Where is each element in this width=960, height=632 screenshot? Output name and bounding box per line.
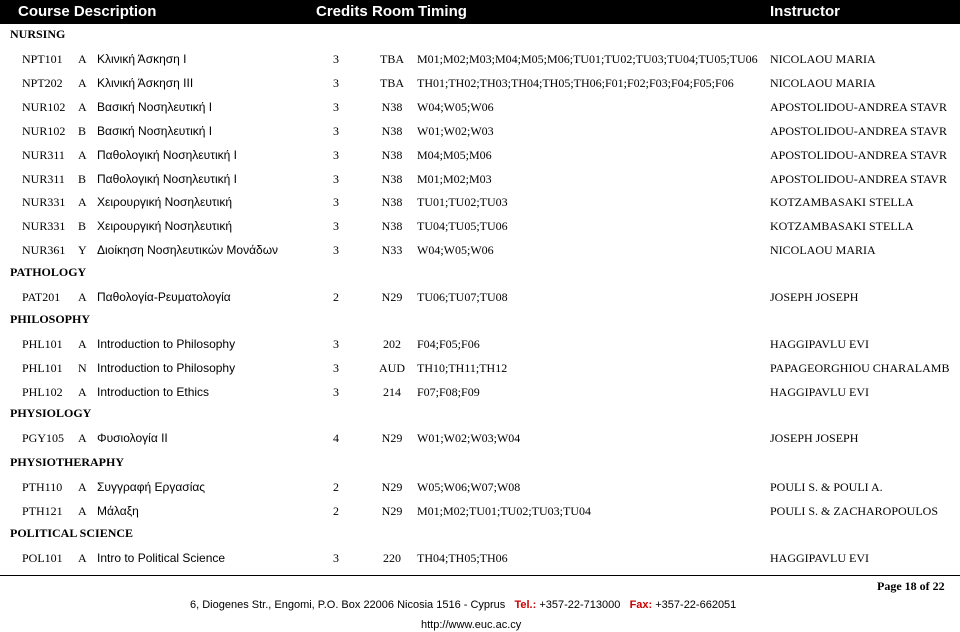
- course-timing: W01;W02;W03: [417, 123, 494, 138]
- course-title: Introduction to Philosophy: [97, 337, 236, 351]
- course-room: N33: [381, 243, 403, 258]
- course-title: Χειρουργική Νοσηλευτική: [97, 195, 232, 210]
- course-timing: W01;W02;W03;W04: [417, 431, 521, 445]
- course-title: Βασική Νοσηλευτική Ι: [97, 99, 213, 114]
- course-timing: TU06;TU07;TU08: [417, 290, 508, 304]
- course-credits: 3: [333, 99, 339, 114]
- course-code: PHL102: [22, 384, 63, 399]
- course-credits: 3: [333, 243, 339, 258]
- table-row: [0, 172, 960, 190]
- course-section: A: [78, 147, 87, 162]
- course-title: Παθολογία-Ρευματολογία: [97, 290, 231, 304]
- header-timing: Timing: [418, 3, 467, 20]
- course-room-cell: [380, 52, 404, 67]
- course-room-cell: [381, 243, 403, 258]
- course-section: A: [78, 52, 87, 66]
- table-row: [0, 243, 960, 261]
- course-section: A: [78, 290, 87, 304]
- course-room: 220: [383, 551, 401, 565]
- course-section: A: [78, 75, 87, 90]
- header-credits: Credits: [316, 3, 368, 20]
- course-section: N: [78, 360, 87, 375]
- course-code: NUR311: [22, 171, 65, 186]
- course-room-cell: [381, 171, 403, 187]
- course-instructor: POULI S. & POULI A.: [770, 480, 883, 494]
- course-timing: TU04;TU05;TU06: [417, 219, 508, 234]
- table-row: [0, 100, 960, 118]
- course-section: A: [78, 551, 87, 565]
- section-heading: PHYSIOLOGY: [10, 406, 92, 420]
- page-number: Page 18 of 22: [877, 579, 945, 593]
- course-room-cell: [379, 360, 405, 376]
- course-timing: M01;M02;M03: [417, 171, 492, 186]
- course-room-cell: [381, 431, 403, 446]
- footer-address: 6, Diogenes Str., Engomi, P.O. Box 22006 Nicosia 1516 - Cyprus: [190, 599, 506, 611]
- table-row: [0, 385, 960, 403]
- course-credits: 4: [333, 431, 339, 445]
- course-room: TBA: [380, 75, 404, 90]
- table-row: [0, 431, 960, 449]
- course-timing: W04;W05;W06: [417, 243, 494, 258]
- table-row: [0, 290, 960, 308]
- course-room: N38: [381, 123, 403, 138]
- course-timing: TH04;TH05;TH06: [417, 551, 508, 565]
- footer-website-link[interactable]: http://www.euc.ac.cy: [421, 619, 522, 631]
- course-code: PAT201: [22, 290, 61, 304]
- course-title: Συγγραφή Εργασίας: [97, 480, 206, 494]
- course-title: Μάλαξη: [97, 503, 139, 518]
- course-room-cell: [381, 219, 403, 234]
- course-instructor: APOSTOLIDOU-ANDREA STAVR: [770, 171, 947, 186]
- course-section: B: [78, 219, 87, 234]
- footer-tel: +357-22-713000: [539, 599, 621, 611]
- course-credits: 3: [333, 360, 339, 375]
- course-timing: TH10;TH11;TH12: [417, 360, 508, 375]
- course-code: NUR102: [22, 99, 66, 114]
- course-room: N29: [381, 431, 403, 445]
- course-instructor: JOSEPH JOSEPH: [770, 431, 859, 445]
- table-row: [0, 504, 960, 522]
- course-room-cell: [381, 123, 403, 139]
- course-section: A: [78, 99, 87, 114]
- footer-divider: [0, 575, 960, 576]
- course-instructor: NICOLAOU MARIA: [770, 243, 876, 258]
- section-heading: NURSING: [10, 27, 66, 41]
- course-room-cell: [381, 290, 403, 305]
- course-section: A: [78, 431, 87, 445]
- course-title: Φυσιολογία ΙΙ: [97, 431, 168, 445]
- course-room-cell: [383, 337, 401, 352]
- course-section: A: [78, 480, 87, 494]
- course-section: Y: [78, 243, 87, 258]
- footer-tel-label: Tel.:: [514, 599, 537, 611]
- course-credits: 3: [333, 337, 339, 351]
- course-credits: 3: [333, 123, 339, 138]
- course-room-cell: [381, 99, 403, 115]
- course-instructor: JOSEPH JOSEPH: [770, 290, 859, 304]
- course-room: TBA: [380, 52, 404, 66]
- course-title: Introduction to Philosophy: [97, 360, 236, 375]
- footer-fax-label: Fax:: [629, 599, 653, 611]
- course-timing: F04;F05;F06: [417, 337, 480, 351]
- course-room-cell: [381, 503, 403, 519]
- course-instructor: PAPAGEORGHIOU CHARALAMB: [770, 360, 950, 375]
- table-row: [0, 148, 960, 166]
- course-instructor: KOTZAMBASAKI STELLA: [770, 195, 914, 210]
- header-room: Room: [372, 3, 415, 20]
- course-code: NUR102: [22, 123, 66, 138]
- course-code: PTH121: [22, 503, 63, 518]
- course-credits: 3: [333, 147, 339, 162]
- course-credits: 2: [333, 480, 339, 494]
- course-credits: 3: [333, 195, 339, 210]
- course-instructor: APOSTOLIDOU-ANDREA STAVR: [770, 147, 947, 162]
- table-row: [0, 195, 960, 213]
- table-row: [0, 219, 960, 237]
- course-instructor: NICOLAOU MARIA: [770, 75, 876, 90]
- course-timing: TU01;TU02;TU03: [417, 195, 508, 210]
- course-section: A: [78, 384, 87, 399]
- section-heading: PHYSIOTHERAPHY: [10, 455, 125, 469]
- table-header: [0, 0, 960, 24]
- course-credits: 2: [333, 503, 339, 518]
- course-instructor: APOSTOLIDOU-ANDREA STAVR: [770, 99, 947, 114]
- header-instructor: Instructor: [770, 3, 841, 20]
- course-room-cell: [383, 551, 401, 566]
- course-timing: W05;W06;W07;W08: [417, 480, 521, 494]
- section-heading: POLITICAL SCIENCE: [10, 526, 134, 540]
- course-code: NUR311: [22, 147, 65, 162]
- course-timing: W04;W05;W06: [417, 99, 494, 114]
- course-room-cell: [381, 480, 403, 495]
- course-code: NUR331: [22, 195, 66, 210]
- table-row: [0, 361, 960, 379]
- course-title: Βασική Νοσηλευτική Ι: [97, 123, 213, 138]
- table-row: [0, 52, 960, 70]
- course-room-cell: [380, 75, 404, 91]
- course-title: Παθολογική Νοσηλευτική Ι: [97, 147, 237, 162]
- course-section: A: [78, 337, 87, 351]
- course-instructor: NICOLAOU MARIA: [770, 52, 876, 66]
- footer-fax: +357-22-662051: [655, 599, 737, 611]
- course-credits: 3: [333, 75, 339, 90]
- course-room: 202: [383, 337, 401, 351]
- table-row: [0, 76, 960, 94]
- course-code: PHL101: [22, 337, 63, 351]
- course-room: N38: [381, 195, 403, 210]
- course-room: N38: [381, 171, 403, 186]
- course-timing: M04;M05;M06: [417, 147, 492, 162]
- course-timing: F07;F08;F09: [417, 384, 480, 399]
- course-credits: 3: [333, 171, 339, 186]
- course-code: NPT202: [22, 75, 63, 90]
- course-instructor: POULI S. & ZACHAROPOULOS: [770, 503, 939, 518]
- course-credits: 3: [333, 52, 339, 66]
- course-section: A: [78, 195, 87, 210]
- table-row: [0, 124, 960, 142]
- course-code: NUR361: [22, 243, 66, 258]
- course-title: Intro to Political Science: [97, 551, 226, 565]
- table-row: [0, 480, 960, 498]
- course-title: Διοίκηση Νοσηλευτικών Μονάδων: [97, 243, 279, 258]
- course-timing: M01;M02;TU01;TU02;TU03;TU04: [417, 503, 591, 518]
- course-section: B: [78, 123, 87, 138]
- course-room: N29: [381, 503, 403, 518]
- course-room: N38: [381, 219, 403, 234]
- course-section: B: [78, 171, 87, 186]
- course-title: Introduction to Ethics: [97, 384, 210, 399]
- course-room: N38: [381, 147, 403, 162]
- course-room: N29: [381, 480, 403, 494]
- course-credits: 3: [333, 219, 339, 234]
- course-room-cell: [383, 384, 401, 400]
- course-room: N29: [381, 290, 403, 304]
- course-title: Παθολογική Νοσηλευτική Ι: [97, 171, 237, 186]
- course-code: NPT101: [22, 52, 63, 66]
- course-room-cell: [381, 147, 403, 163]
- course-instructor: HAGGIPAVLU EVI: [770, 337, 870, 351]
- section-heading: PATHOLOGY: [10, 265, 87, 279]
- course-instructor: KOTZAMBASAKI STELLA: [770, 219, 914, 234]
- course-timing: TH01;TH02;TH03;TH04;TH05;TH06;F01;F02;F03;F04;F05;F06: [417, 75, 734, 90]
- header-course-description: Course Description: [18, 3, 157, 20]
- course-room: AUD: [379, 360, 405, 375]
- course-room-cell: [381, 195, 403, 210]
- course-code: POL101: [22, 551, 63, 565]
- table-row: [0, 551, 960, 569]
- table-row: [0, 337, 960, 355]
- course-code: PHL101: [22, 360, 63, 375]
- course-timing: M01;M02;M03;M04;M05;M06;TU01;TU02;TU03;TU04;TU05;TU06: [417, 52, 758, 66]
- course-title: Κλινική Άσκηση ΙΙΙ: [97, 75, 194, 90]
- course-section: A: [78, 503, 87, 518]
- section-heading: PHILOSOPHY: [10, 312, 91, 326]
- course-room: 214: [383, 384, 401, 399]
- course-credits: 3: [333, 551, 339, 565]
- course-title: Κλινική Άσκηση Ι: [97, 52, 187, 66]
- course-code: PTH110: [22, 480, 63, 494]
- course-code: PGY105: [22, 431, 65, 445]
- course-room: N38: [381, 99, 403, 114]
- course-title: Χειρουργική Νοσηλευτική: [97, 219, 232, 234]
- course-credits: 2: [333, 290, 339, 304]
- course-instructor: HAGGIPAVLU EVI: [770, 384, 870, 399]
- course-instructor: HAGGIPAVLU EVI: [770, 551, 870, 565]
- footer-contact: [190, 599, 736, 611]
- course-code: NUR331: [22, 219, 66, 234]
- course-instructor: APOSTOLIDOU-ANDREA STAVR: [770, 123, 947, 138]
- course-credits: 3: [333, 384, 339, 399]
